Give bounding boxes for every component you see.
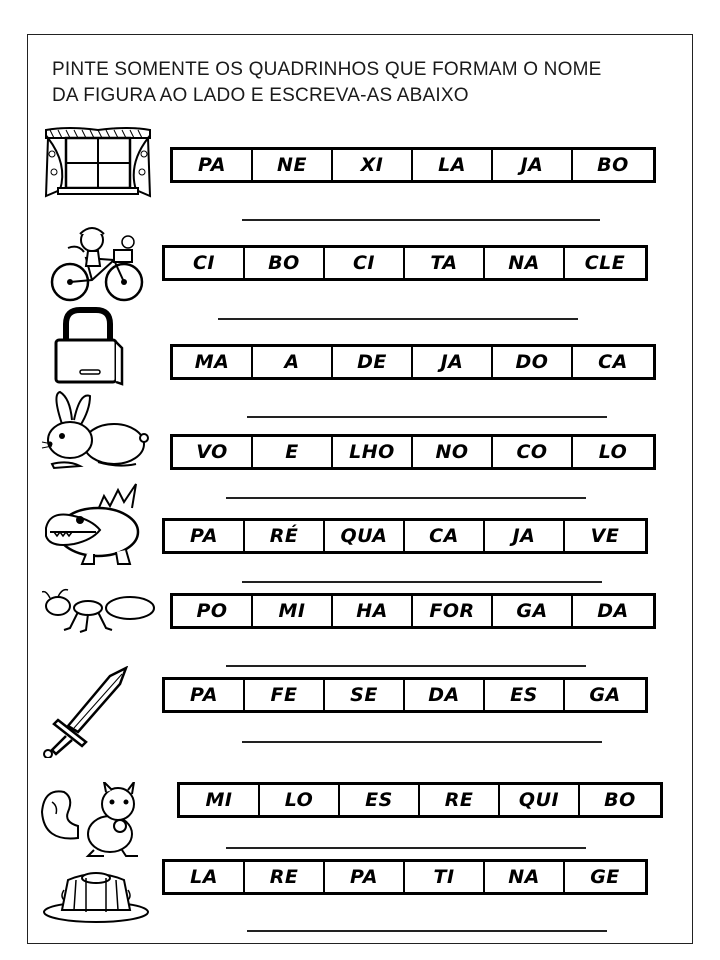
syllable-cell[interactable]: NA — [485, 248, 565, 278]
syllable-cell[interactable]: VE — [590, 525, 620, 547]
syllable-row — [170, 344, 656, 380]
answer-line[interactable] — [226, 665, 586, 667]
alligator-icon — [40, 480, 144, 568]
syllable-cell[interactable]: LA — [413, 150, 493, 180]
padlock-icon — [50, 306, 126, 386]
syllable-cell[interactable]: GA — [589, 684, 621, 706]
syllable-cell[interactable]: FOR — [413, 596, 493, 626]
syllable-cell[interactable]: DA — [597, 600, 629, 622]
syllable-cell[interactable]: LHO — [333, 437, 413, 467]
syllable-cell[interactable]: GE — [590, 866, 620, 888]
syllable-cell[interactable]: NO — [413, 437, 493, 467]
syllable-cell[interactable]: CO — [493, 437, 573, 467]
answer-line[interactable] — [247, 416, 607, 418]
syllable-cell[interactable]: TA — [405, 248, 485, 278]
syllable-cell[interactable]: JA — [413, 347, 493, 377]
instructions — [52, 57, 601, 109]
syllable-cell[interactable]: RE — [420, 785, 500, 815]
syllable-cell[interactable]: RE — [245, 862, 325, 892]
syllable-cell[interactable]: HA — [333, 596, 413, 626]
syllable-cell[interactable]: PA — [173, 150, 253, 180]
syllable-cell[interactable]: A — [253, 347, 333, 377]
answer-line[interactable] — [226, 497, 586, 499]
syllable-cell[interactable]: CLE — [584, 252, 626, 274]
answer-line[interactable] — [242, 581, 602, 583]
bicycle-icon — [48, 218, 148, 304]
syllable-row — [170, 593, 656, 629]
answer-line[interactable] — [226, 847, 586, 849]
syllable-cell[interactable]: CA — [598, 351, 628, 373]
syllable-cell[interactable]: NA — [485, 862, 565, 892]
ant-icon — [42, 588, 158, 634]
syllable-cell[interactable]: PA — [165, 680, 245, 710]
syllable-cell[interactable]: DO — [493, 347, 573, 377]
syllable-cell[interactable]: E — [253, 437, 333, 467]
syllable-cell[interactable]: TI — [405, 862, 485, 892]
answer-line[interactable] — [218, 318, 578, 320]
answer-line[interactable] — [247, 930, 607, 932]
syllable-cell[interactable]: CA — [405, 521, 485, 551]
syllable-cell[interactable]: ES — [340, 785, 420, 815]
window-icon — [38, 124, 158, 204]
syllable-row — [177, 782, 663, 818]
syllable-cell[interactable]: SE — [325, 680, 405, 710]
syllable-cell[interactable]: BO — [604, 789, 636, 811]
syllable-cell[interactable]: BO — [245, 248, 325, 278]
syllable-row — [170, 434, 656, 470]
syllable-cell[interactable]: MA — [173, 347, 253, 377]
syllable-cell[interactable]: QUI — [500, 785, 580, 815]
syllable-cell[interactable]: NE — [253, 150, 333, 180]
syllable-cell[interactable]: XI — [333, 150, 413, 180]
syllable-cell[interactable]: CI — [325, 248, 405, 278]
answer-line[interactable] — [242, 741, 602, 743]
syllable-cell[interactable]: PA — [325, 862, 405, 892]
instructions-line-1: PINTE SOMENTE OS QUADRINHOS QUE FORMAM O NOME — [52, 59, 602, 80]
syllable-cell[interactable]: GA — [493, 596, 573, 626]
syllable-row — [162, 245, 648, 281]
syllable-cell[interactable]: DE — [333, 347, 413, 377]
syllable-row — [170, 147, 656, 183]
syllable-cell[interactable]: FE — [245, 680, 325, 710]
syllable-cell[interactable]: JA — [493, 150, 573, 180]
syllable-row — [162, 859, 648, 895]
syllable-cell[interactable]: PO — [173, 596, 253, 626]
syllable-cell[interactable]: PA — [165, 521, 245, 551]
syllable-cell[interactable]: RÉ — [245, 521, 325, 551]
syllable-cell[interactable]: VO — [173, 437, 253, 467]
syllable-cell[interactable]: LO — [598, 441, 628, 463]
syllable-cell[interactable]: JA — [485, 521, 565, 551]
syllable-row — [162, 677, 648, 713]
sword-icon — [38, 666, 130, 758]
answer-line[interactable] — [242, 219, 600, 221]
syllable-cell[interactable]: CI — [165, 248, 245, 278]
syllable-cell[interactable]: QUA — [325, 521, 405, 551]
syllable-cell[interactable]: MI — [253, 596, 333, 626]
syllable-cell[interactable]: MI — [180, 785, 260, 815]
instructions-line-2: DA FIGURA AO LADO E ESCREVA-AS ABAIXO — [52, 85, 469, 106]
pudding-icon — [40, 866, 152, 924]
rabbit-icon — [38, 390, 150, 474]
squirrel-icon — [38, 782, 150, 858]
syllable-row — [162, 518, 648, 554]
syllable-cell[interactable]: ES — [485, 680, 565, 710]
syllable-cell[interactable]: LA — [165, 862, 245, 892]
syllable-cell[interactable]: LO — [260, 785, 340, 815]
syllable-cell[interactable]: DA — [405, 680, 485, 710]
syllable-cell[interactable]: BO — [597, 154, 629, 176]
